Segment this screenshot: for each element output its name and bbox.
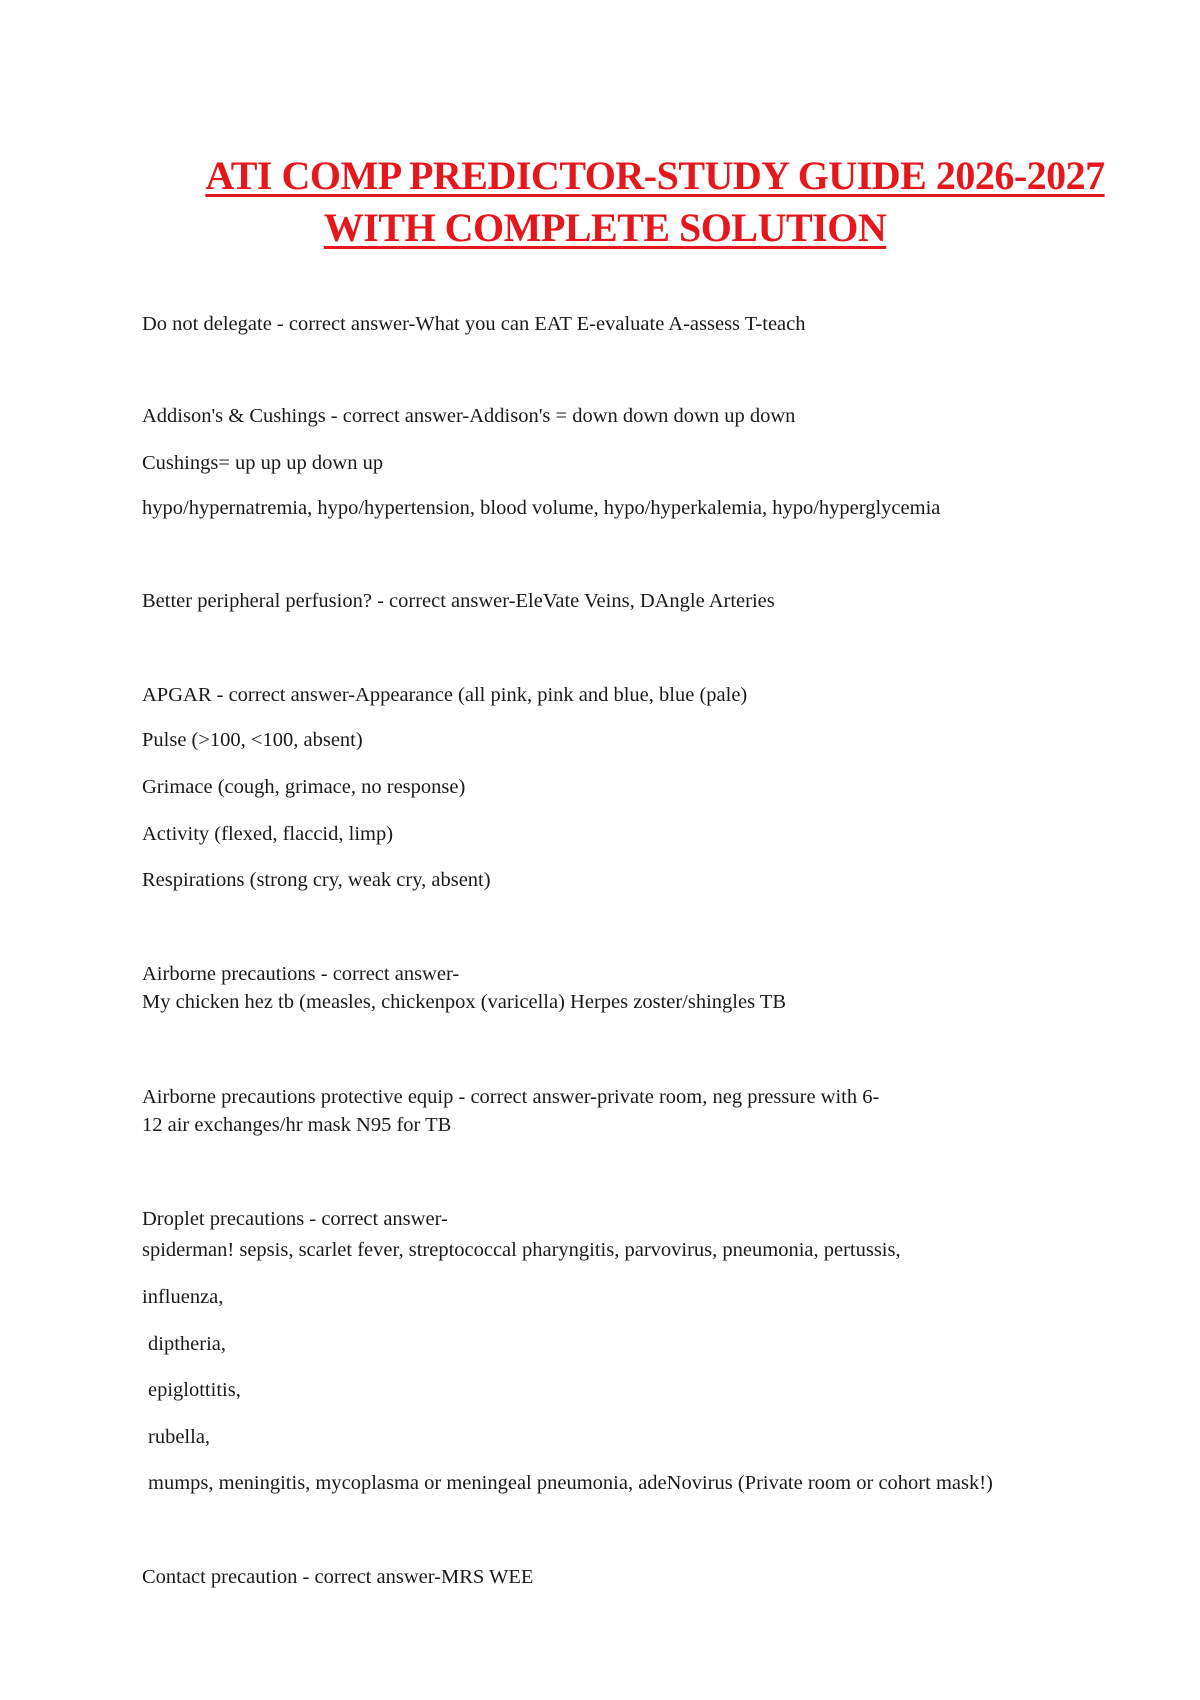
text-line-grimace: Grimace (cough, grimace, no response) [142,776,466,798]
text-line-epiglottitis: epiglottitis, [148,1379,241,1401]
text-line-delegate: Do not delegate - correct answer-What you can EAT E-evaluate A-assess T-teach [142,313,806,335]
text-line-airborne-equip: Airborne precautions protective equip - correct answer-private room, neg pressure with 6- [142,1086,880,1108]
text-line-airborne-mnemonic: My chicken hez tb (measles, chickenpox (varicella) Herpes zoster/shingles TB [142,991,787,1013]
text-line-rubella: rubella, [148,1426,211,1448]
text-line-apgar: APGAR - correct answer-Appearance (all pink, pink and blue, blue (pale) [142,684,748,706]
text-line-mumps: mumps, meningitis, mycoplasma or meningeal pneumonia, adeNovirus (Private room or cohort mask!) [148,1472,993,1494]
text-line-addisons-cushings: Addison's & Cushings - correct answer-Addison's = down down down up down [142,405,796,427]
text-line-influenza: influenza, [142,1286,224,1308]
text-line-pulse: Pulse (>100, <100, absent) [142,729,363,751]
text-line-diptheria: diptheria, [148,1333,226,1355]
text-line-respirations: Respirations (strong cry, weak cry, absent) [142,869,491,891]
text-line-activity: Activity (flexed, flaccid, limp) [142,823,394,845]
text-line-air-exchanges: 12 air exchanges/hr mask N95 for TB [142,1114,452,1136]
text-line-hypo-hyper: hypo/hypernatremia, hypo/hypertension, blood volume, hypo/hyperkalemia, hypo/hyperglycemia [142,497,941,519]
document-title-line-1: ATI COMP PREDICTOR-STUDY GUIDE 2026-2027 [205,153,1105,198]
text-line-droplet: Droplet precautions - correct answer- [142,1208,448,1230]
text-line-spiderman: spiderman! sepsis, scarlet fever, streptococcal pharyngitis, parvovirus, pneumonia, pertussis, [142,1239,901,1261]
text-line-contact: Contact precaution - correct answer-MRS WEE [142,1566,534,1588]
text-line-perfusion: Better peripheral perfusion? - correct answer-EleVate Veins, DAngle Arteries [142,590,775,612]
text-line-airborne: Airborne precautions - correct answer- [142,963,460,985]
text-line-cushings: Cushings= up up up down up [142,452,384,474]
document-title-line-2: WITH COMPLETE SOLUTION [323,205,887,250]
